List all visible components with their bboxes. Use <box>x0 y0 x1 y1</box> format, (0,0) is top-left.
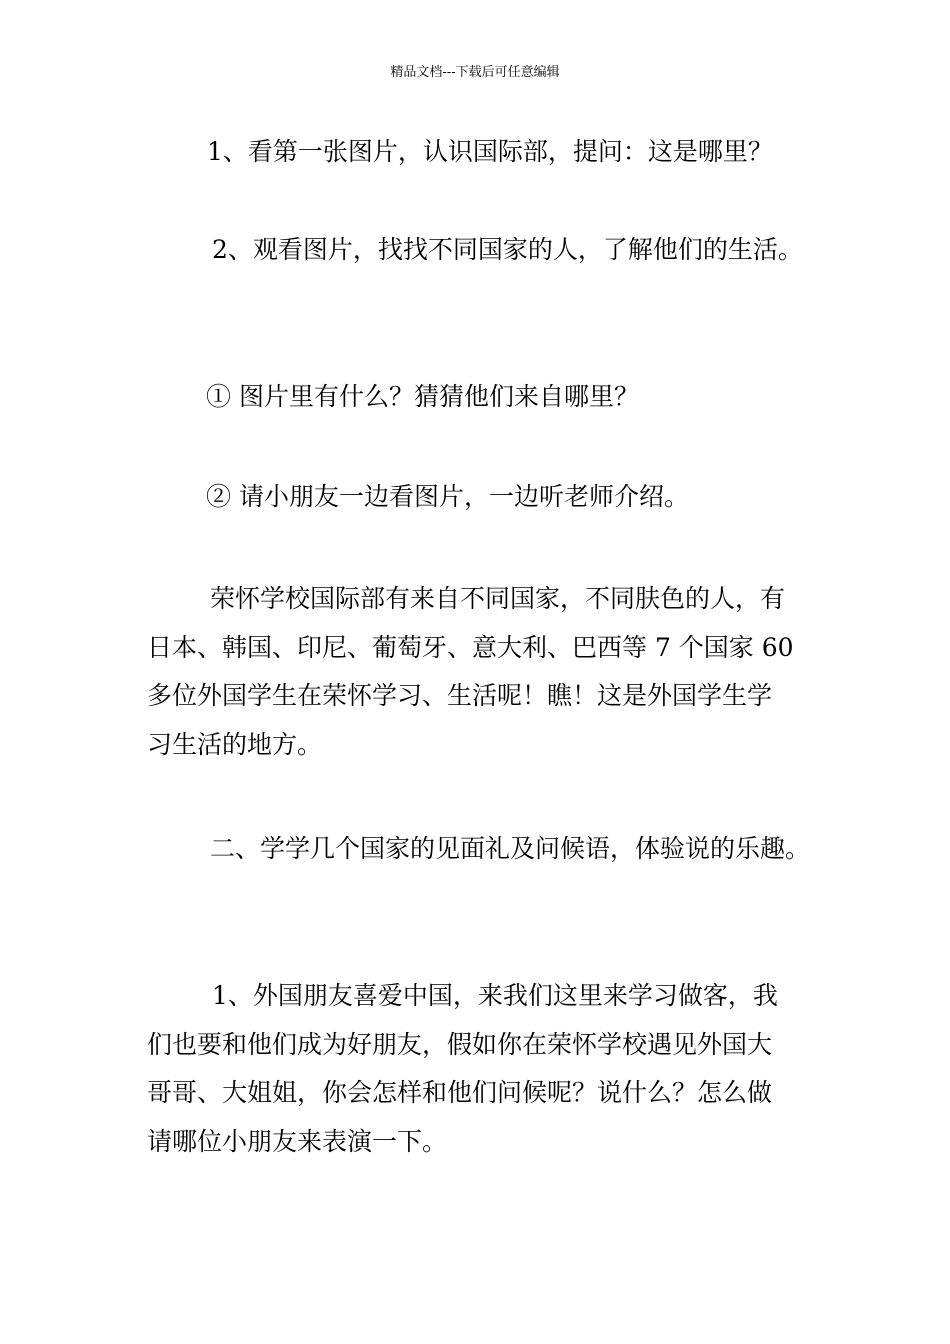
step-1-line: 1、看第一张图片，认识国际部，提问：这是哪里？ <box>207 137 773 166</box>
step-2-line: 2、观看图片，找找不同国家的人，了解他们的生活。 <box>212 235 803 264</box>
greeting-paragraph <box>147 972 817 1166</box>
question-1-line: ① 图片里有什么？猜猜他们来自哪里？ <box>206 382 639 411</box>
section-2-heading: 二、学学几个国家的见面礼及问候语，体验说的乐趣。 <box>210 834 811 863</box>
intro-paragraph-line: 多位外国学生在荣怀学习、生活呢！瞧！这是外国学生学 <box>147 681 773 710</box>
intro-paragraph-line: 日本、韩国、印尼、葡萄牙、意大利、巴西等 7 个国家 60 <box>147 632 794 662</box>
page-header: 精品文档---下载后可任意编辑 <box>390 65 560 80</box>
greeting-paragraph-line: 请哪位小朋友来表演一下。 <box>147 1126 448 1156</box>
intro-paragraph <box>147 575 817 769</box>
greeting-paragraph-line: 1、外国朋友喜爱中国，来我们这里来学习做客，我 <box>212 981 778 1010</box>
intro-paragraph-line: 习生活的地方。 <box>147 729 323 759</box>
greeting-paragraph-line: 哥哥、大姐姐，你会怎样和他们问候呢？说什么？怎么做 <box>147 1078 773 1107</box>
greeting-paragraph-line: 们也要和他们成为好朋友，假如你在荣怀学校遇见外国大 <box>147 1029 773 1059</box>
intro-paragraph-line: 荣怀学校国际部有来自不同国家，不同肤色的人，有 <box>210 584 786 613</box>
question-2-line: ② 请小朋友一边看图片，一边听老师介绍。 <box>206 482 689 511</box>
